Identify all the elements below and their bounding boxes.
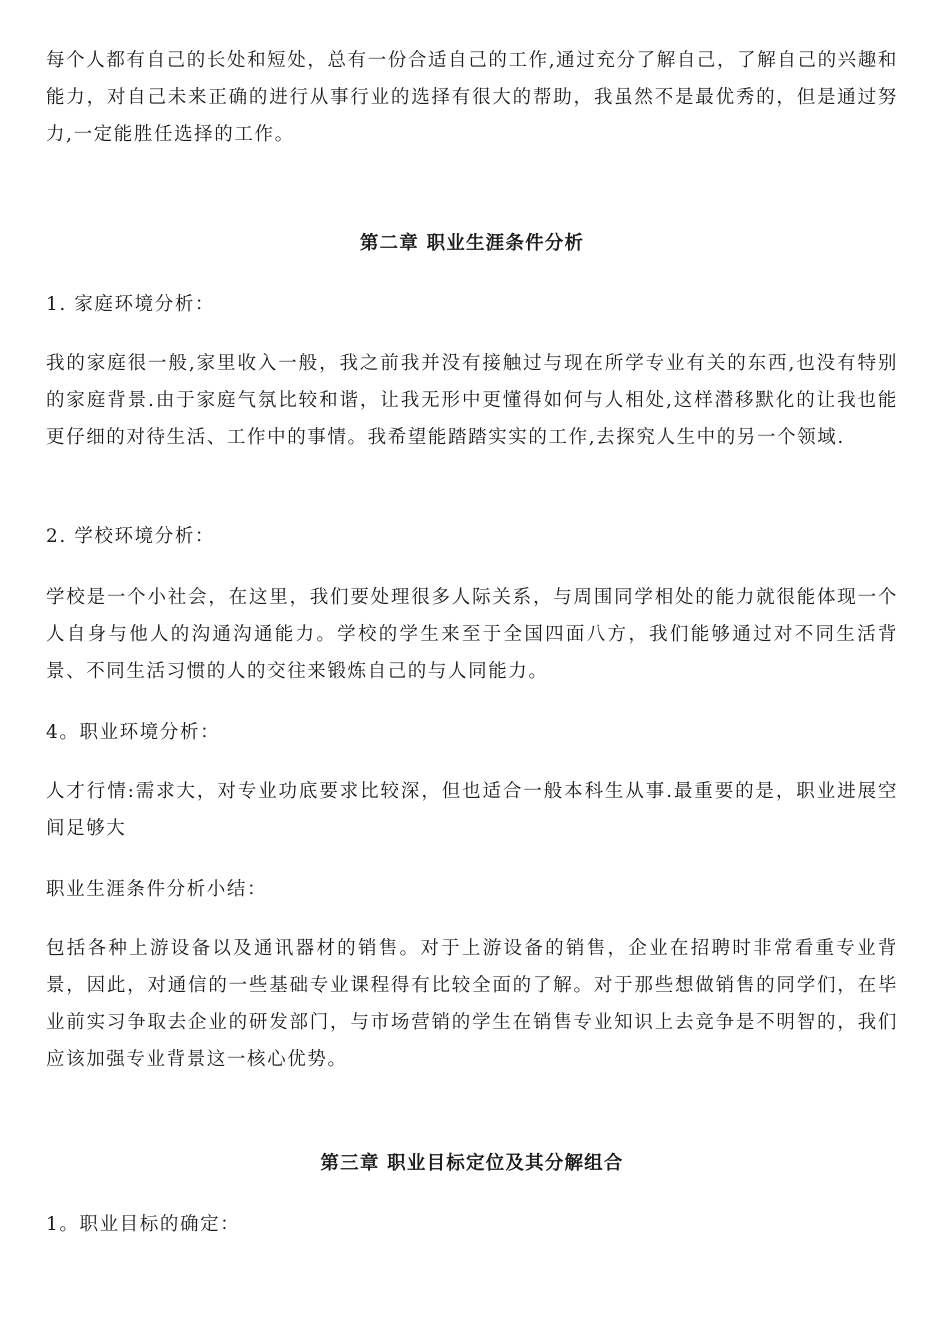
career-environment-heading: 4。职业环境分析： bbox=[46, 722, 221, 743]
school-environment-text: 学校是一个小社会，在这里，我们要处理很多人际关系，与周围同学相处的能力就很能体现一个人自身与他人的沟通沟通能力。学校的学生来至于全国四面八方，我们能够通过对不同生活背景、不同生活习惯的人的交往来锻炼自己的与人同能力。 bbox=[46, 587, 898, 682]
career-goal-heading: 1。职业目标的确定： bbox=[46, 1214, 241, 1235]
family-environment-heading: 1. 家庭环境分析： bbox=[46, 294, 216, 315]
intro-paragraph: 每个人都有自己的长处和短处，总有一份合适自己的工作,通过充分了解自己，了解自己的兴趣和能力，对自己未来正确的进行从事行业的选择有很大的帮助，我虽然不是最优秀的，但是通过努力,一定能胜任选择的工作。 bbox=[46, 50, 898, 145]
family-environment-text: 我的家庭很一般,家里收入一般，我之前我并没有接触过与现在所学专业有关的东西,也没有特别的家庭背景.由于家庭气氛比较和谐，让我无形中更懂得如何与人相处,这样潜移默化的让我也能更仔细的对待生活、工作中的事情。我希望能踏踏实实的工作,去探究人生中的另一个领域. bbox=[46, 353, 898, 448]
chapter-2-title: 第二章 职业生涯条件分析 bbox=[359, 233, 585, 254]
chapter-3-title: 第三章 职业目标定位及其分解组合 bbox=[320, 1153, 624, 1174]
career-environment-text: 人才行情:需求大，对专业功底要求比较深，但也适合一般本科生从事.最重要的是，职业进展空间足够大 bbox=[46, 781, 898, 839]
summary-text: 包括各种上游设备以及通讯器材的销售。对于上游设备的销售，企业在招聘时非常看重专业背景，因此，对通信的一些基础专业课程得有比较全面的了解。对于那些想做销售的同学们，在毕业前实习争取去企业的研发部门，与市场营销的学生在销售专业知识上去竞争是不明智的，我们应该加强专业背景这一核心优势。 bbox=[46, 938, 898, 1070]
summary-heading: 职业生涯条件分析小结： bbox=[46, 879, 268, 900]
school-environment-heading: 2. 学校环境分析： bbox=[46, 526, 216, 547]
